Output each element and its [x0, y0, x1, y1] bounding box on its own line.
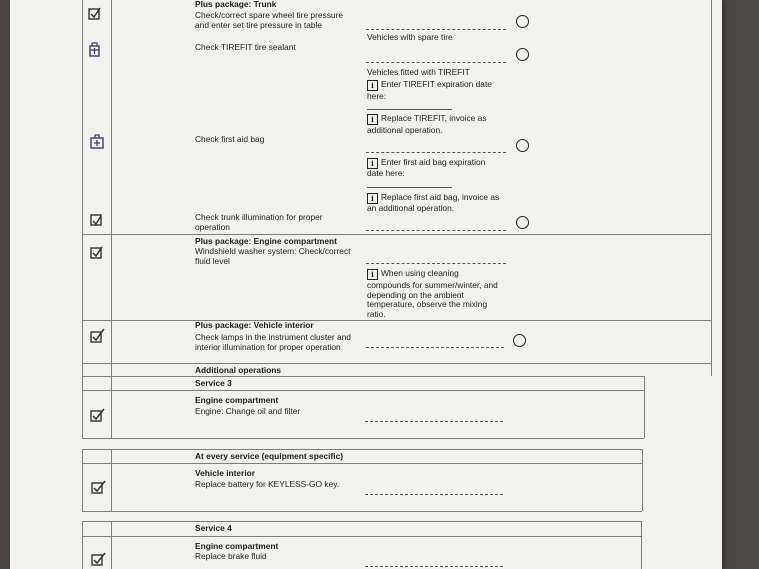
- service-3-header: Service 3: [195, 378, 232, 388]
- spare-tire-item: Check/correct spare wheel tire pressure: [195, 10, 344, 20]
- status-circle[interactable]: [516, 139, 529, 152]
- table-right-border: [642, 449, 643, 511]
- info-icon: i: [367, 80, 378, 91]
- tirefit-date-note-cont: here:: [367, 91, 387, 101]
- row-divider: [82, 320, 711, 321]
- info-icon: i: [367, 269, 378, 280]
- entry-line: [366, 230, 506, 231]
- washer-note-cont: compounds for summer/winter, and: [367, 280, 498, 290]
- oil-change-item: Engine: Change oil and filter: [195, 406, 301, 416]
- first-aid-date-note: i Enter first aid bag expiration: [367, 157, 485, 169]
- checkbox-checked-icon[interactable]: [90, 246, 104, 260]
- status-circle[interactable]: [516, 15, 529, 28]
- checkbox-checked-icon[interactable]: [90, 213, 104, 227]
- table-right-border: [711, 0, 712, 376]
- status-circle[interactable]: [516, 48, 529, 61]
- entry-line: [365, 421, 503, 422]
- tire-sealant-icon: [87, 42, 103, 58]
- row-divider: [82, 449, 642, 450]
- entry-line: [366, 62, 506, 63]
- washer-note-cont: ratio.: [367, 309, 386, 319]
- first-aid-bag-icon: [90, 134, 106, 150]
- additional-operations-header: Additional operations: [195, 365, 282, 375]
- washer-note-cont: depending on the ambient: [367, 290, 464, 300]
- table-left-border: [82, 449, 83, 511]
- lamps-item: Check lamps in the instrument cluster and: [195, 332, 351, 342]
- checkbox-checked-icon[interactable]: [88, 7, 102, 21]
- entry-line: [366, 152, 506, 153]
- trunk-illumination-item-cont: operation: [195, 222, 230, 232]
- entry-line: [366, 347, 504, 348]
- entry-line: [366, 263, 506, 264]
- first-aid-replace-note-cont: an additional operation.: [367, 203, 455, 213]
- tirefit-replace-note-cont: additional operation.: [367, 125, 443, 135]
- status-circle[interactable]: [516, 216, 529, 229]
- row-divider: [82, 511, 642, 512]
- brake-fluid-item: Replace brake fluid: [195, 551, 267, 561]
- washer-note: i When using cleaning: [367, 268, 459, 280]
- row-divider: [82, 463, 642, 464]
- status-circle[interactable]: [513, 334, 526, 347]
- first-aid-replace-note: i Replace first aid bag, invoice as: [367, 192, 499, 204]
- icon-column-border: [111, 521, 112, 569]
- info-icon: i: [367, 158, 378, 169]
- info-icon: i: [367, 193, 378, 204]
- service-4-header: Service 4: [195, 523, 232, 533]
- first-aid-date-note-cont: date here:: [367, 168, 405, 178]
- row-divider: [82, 536, 641, 537]
- s3-section-title: Engine compartment: [195, 395, 279, 405]
- trunk-illumination-item: Check trunk illumination for proper: [195, 212, 323, 222]
- washer-note-cont: temperature, observe the mixing: [367, 299, 488, 309]
- icon-column-border: [111, 449, 112, 511]
- row-divider: [82, 438, 644, 439]
- checkbox-checked-icon[interactable]: [91, 480, 107, 496]
- row-divider: [82, 363, 711, 364]
- row-divider: [82, 376, 644, 377]
- washer-item: Windshield washer system: Check/correct: [195, 246, 351, 256]
- engine-header: Plus package: Engine compartment: [195, 236, 337, 246]
- trunk-header: Plus package: Trunk: [195, 0, 277, 9]
- tirefit-item: Check TIREFIT tire sealant: [195, 42, 296, 52]
- row-divider: [82, 234, 711, 235]
- table-left-border: [82, 376, 83, 438]
- tirefit-replace-note: i Replace TIREFIT, invoice as: [367, 113, 487, 125]
- checkbox-checked-icon[interactable]: [90, 408, 106, 424]
- entry-line: [365, 494, 503, 495]
- row-divider: [82, 390, 644, 391]
- checkbox-checked-icon[interactable]: [90, 328, 106, 344]
- spare-tire-item-cont: and enter set tire pressure in table: [195, 20, 323, 30]
- entry-line: [365, 566, 503, 567]
- checkbox-checked-icon[interactable]: [91, 552, 107, 568]
- icon-column-border: [111, 376, 112, 438]
- washer-item-cont: fluid level: [195, 256, 230, 266]
- info-icon: i: [367, 114, 378, 125]
- row-divider: [82, 521, 641, 522]
- s4-section-title: Engine compartment: [195, 541, 279, 551]
- tirefit-note: Vehicles fitted with TIREFIT: [367, 67, 470, 77]
- entry-line: [366, 29, 506, 30]
- every-service-section-title: Vehicle interior: [195, 468, 256, 478]
- table-left-border: [82, 521, 83, 569]
- date-entry-line[interactable]: [367, 187, 452, 188]
- spare-tire-note: Vehicles with spare tire: [367, 32, 453, 42]
- tirefit-date-note: i Enter TIREFIT expiration date: [367, 79, 492, 91]
- table-right-border: [641, 521, 642, 569]
- date-entry-line[interactable]: [367, 109, 452, 110]
- lamps-item-cont: interior illumination for proper operation: [195, 342, 341, 352]
- every-service-header: At every service (equipment specific): [195, 451, 344, 461]
- service-checklist-page: [10, 0, 722, 569]
- keyless-battery-item: Replace battery for KEYLESS-GO key.: [195, 479, 340, 489]
- interior-header: Plus package: Vehicle interior: [195, 320, 314, 330]
- first-aid-item: Check first aid bag: [195, 134, 265, 144]
- table-right-border: [644, 376, 645, 438]
